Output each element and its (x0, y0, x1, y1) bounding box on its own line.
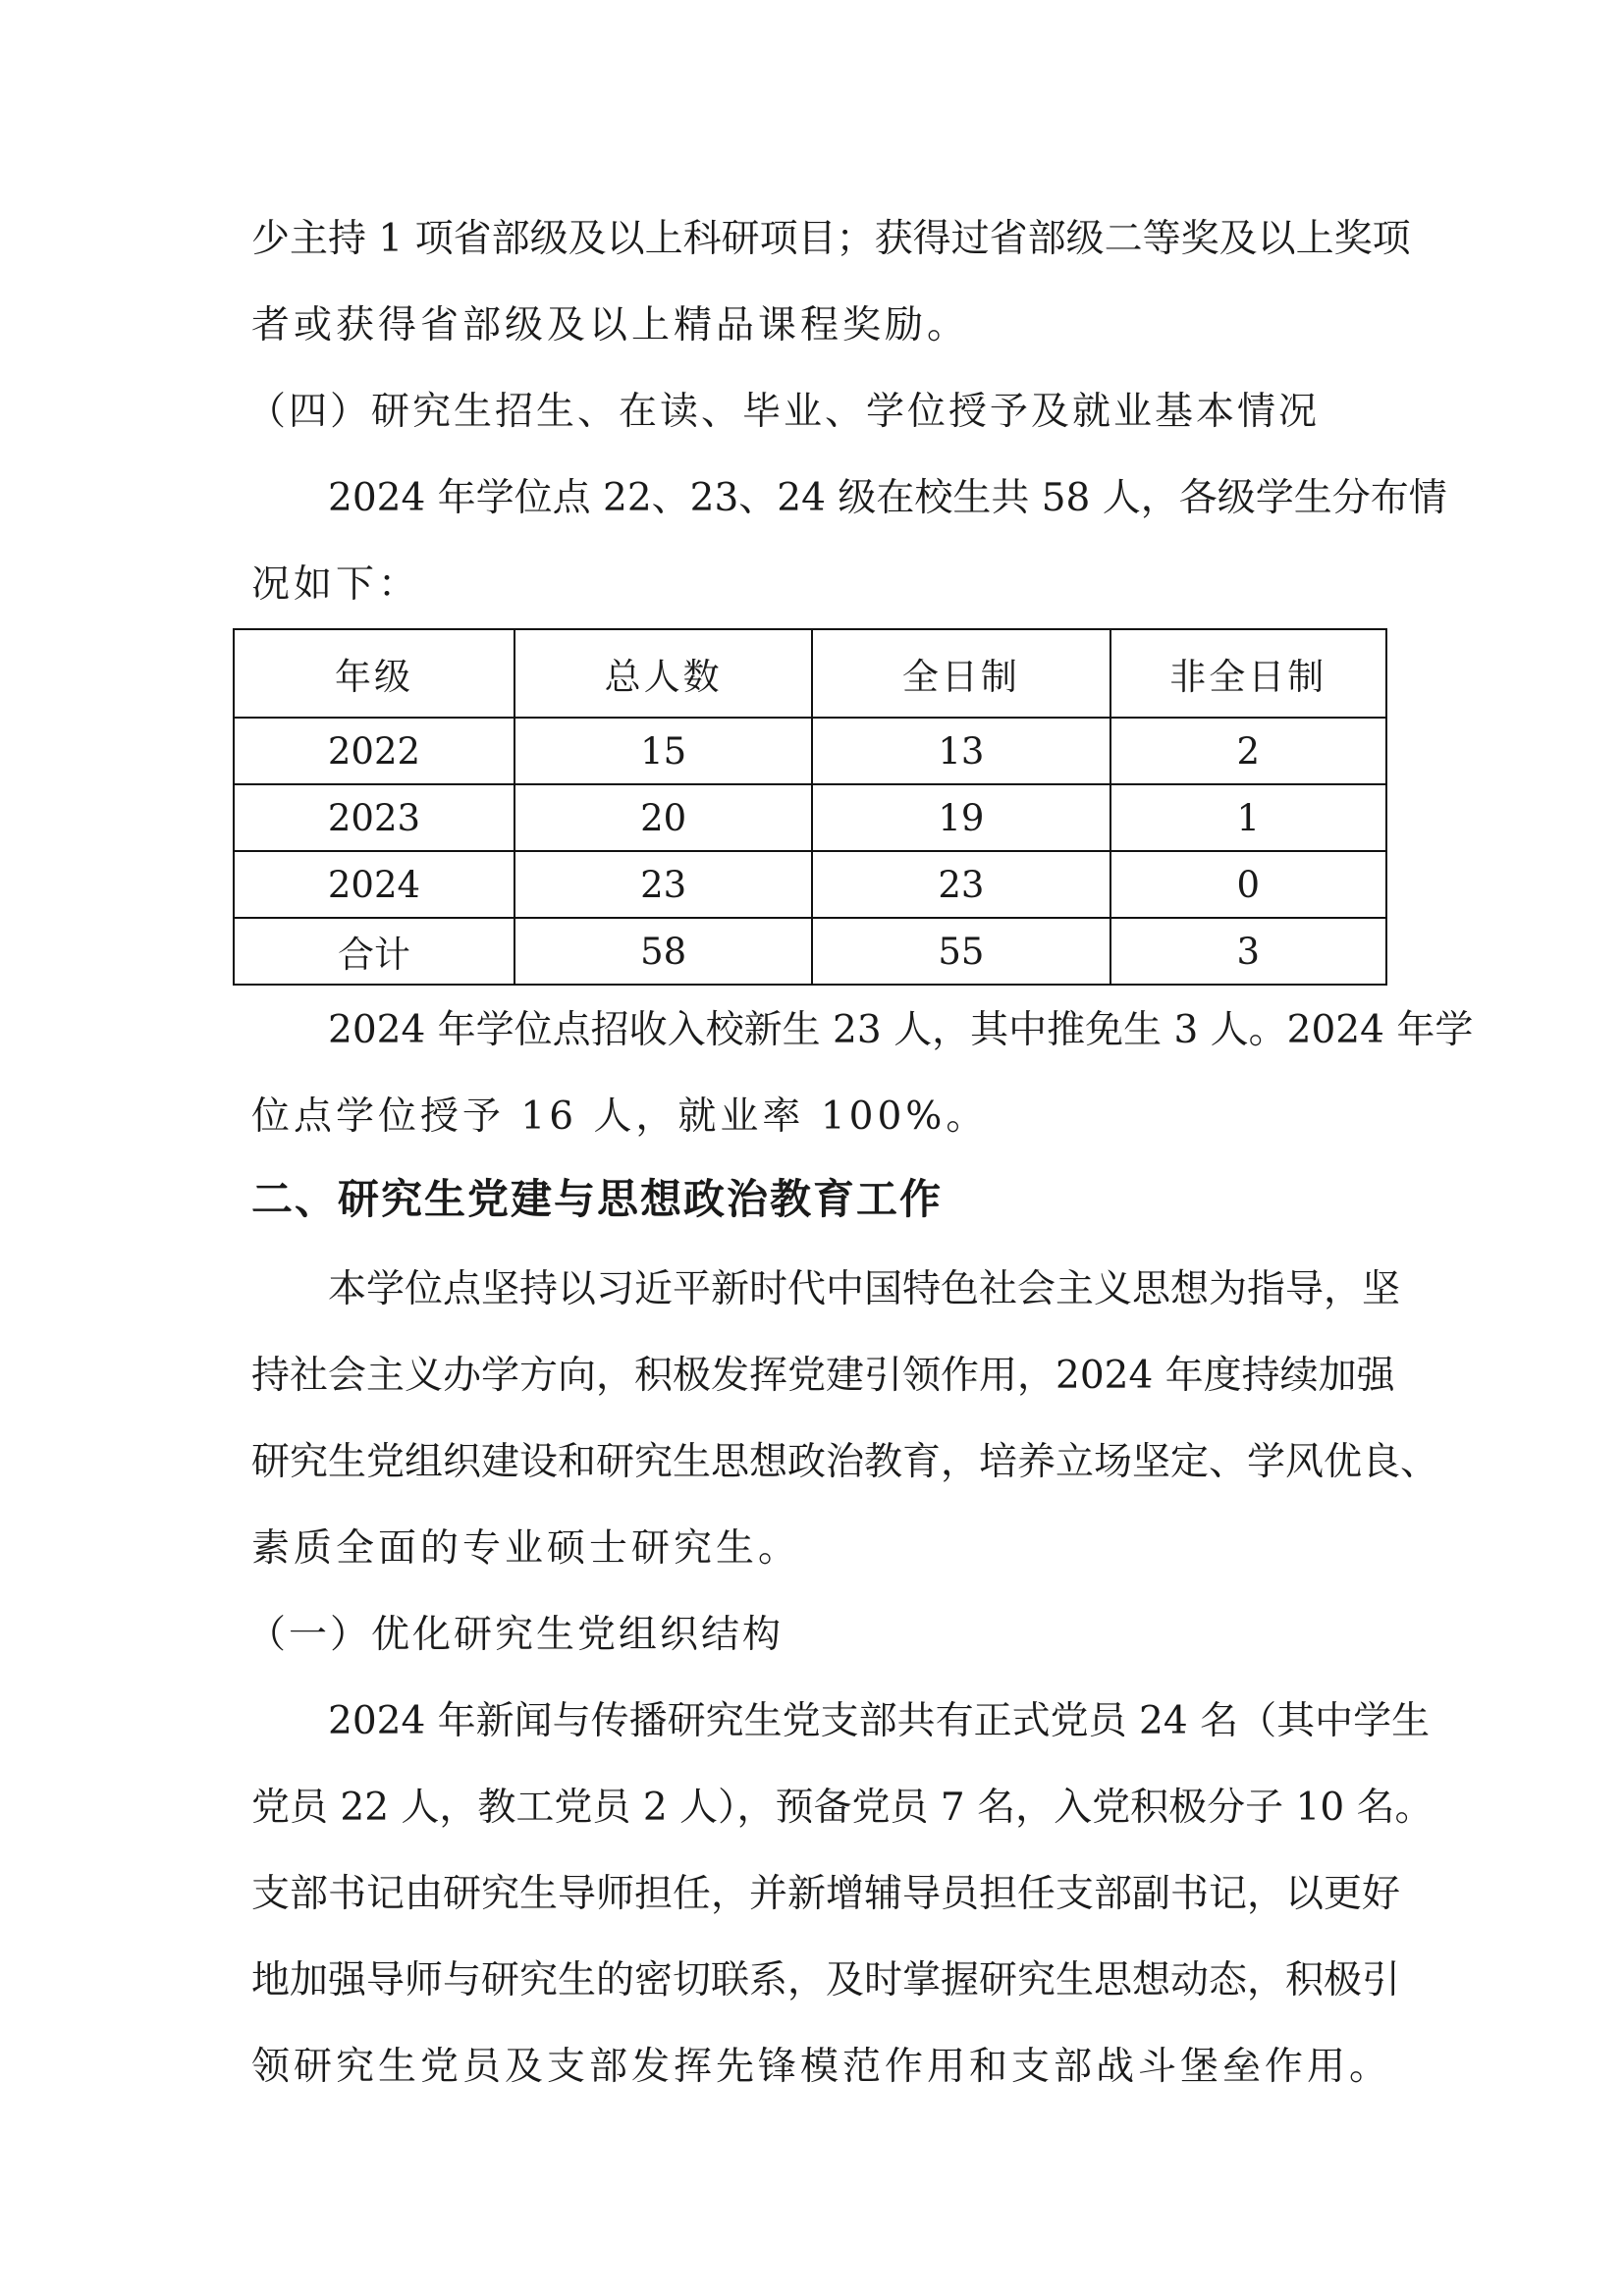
table-cell: 合计 (234, 918, 514, 985)
paragraph-line: 地加强导师与研究生的密切联系，及时掌握研究生思想动态，积极引 (251, 1958, 1401, 2002)
paragraph-line: 支部书记由研究生导师担任，并新增辅导员担任支部副书记，以更好 (251, 1872, 1401, 1916)
table-cell: 3 (1110, 918, 1386, 985)
paragraph-line: 少主持 1 项省部级及以上科研项目；获得过省部级二等奖及以上奖项 (251, 217, 1411, 261)
table-cell: 2023 (234, 784, 514, 851)
table-row (234, 851, 1386, 918)
table-cell: 19 (812, 784, 1110, 851)
table-cell: 55 (812, 918, 1110, 985)
table-header-row (234, 629, 1386, 718)
table-cell: 0 (1110, 851, 1386, 918)
table-cell: 2024 (234, 851, 514, 918)
paragraph-line: 研究生党组织建设和研究生思想政治教育，培养立场坚定、学风优良、 (251, 1440, 1439, 1484)
table-cell: 15 (514, 718, 812, 784)
paragraph-line: 素质全面的专业硕士研究生。 (251, 1526, 801, 1571)
table-cell: 23 (812, 851, 1110, 918)
column-header-fulltime: 全日制 (812, 629, 1110, 718)
table-cell: 13 (812, 718, 1110, 784)
column-header-parttime: 非全日制 (1110, 629, 1386, 718)
table-row (234, 784, 1386, 851)
table-row (234, 718, 1386, 784)
table-cell: 20 (514, 784, 812, 851)
section-subtitle: （四）研究生招生、在读、毕业、学位授予及就业基本情况 (247, 390, 1321, 434)
paragraph-line: 况如下： (251, 562, 421, 607)
paragraph-line: 2024 年学位点 22、23、24 级在校生共 58 人，各级学生分布情 (328, 476, 1447, 520)
table-cell: 2 (1110, 718, 1386, 784)
paragraph-line: 党员 22 人，教工党员 2 人），预备党员 7 名，入党积极分子 10 名。 (251, 1786, 1434, 1830)
table-total-row (234, 918, 1386, 985)
table-cell: 2022 (234, 718, 514, 784)
table-cell: 23 (514, 851, 812, 918)
paragraph-line: 2024 年新闻与传播研究生党支部共有正式党员 24 名（其中学生 (328, 1699, 1431, 1743)
paragraph-line: 本学位点坚持以习近平新时代中国特色社会主义思想为指导，坚 (328, 1267, 1401, 1311)
column-header-grade: 年级 (234, 629, 514, 718)
section-subtitle: （一）优化研究生党组织结构 (247, 1613, 785, 1657)
table-cell: 1 (1110, 784, 1386, 851)
paragraph-line: 2024 年学位点招收入校新生 23 人，其中推免生 3 人。2024 年学 (328, 1008, 1474, 1052)
section-heading: 二、研究生党建与思想政治教育工作 (251, 1175, 944, 1223)
paragraph-line: 持社会主义办学方向，积极发挥党建引领作用，2024 年度持续加强 (251, 1354, 1395, 1398)
student-distribution-table (233, 628, 1387, 986)
paragraph-line: 领研究生党员及支部发挥先锋模范作用和支部战斗堡垒作用。 (251, 2045, 1392, 2089)
column-header-total: 总人数 (514, 629, 812, 718)
paragraph-line: 者或获得省部级及以上精品课程奖励。 (251, 303, 970, 347)
paragraph-line: 位点学位授予 16 人，就业率 100%。 (251, 1095, 989, 1139)
table-cell: 58 (514, 918, 812, 985)
